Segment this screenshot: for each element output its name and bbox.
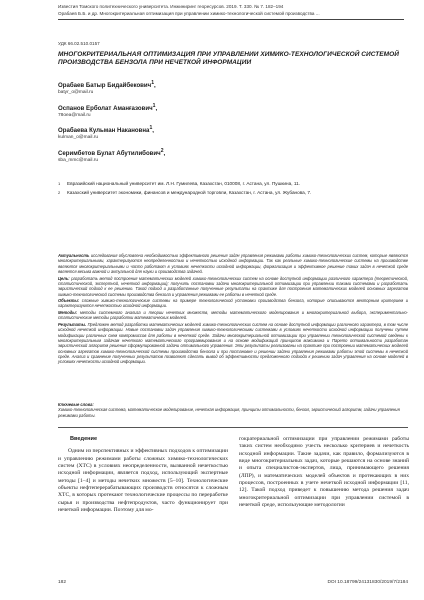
author-email[interactable]: sba_mmc@mail.ru (58, 157, 99, 163)
affiliation-1 (58, 181, 358, 188)
udc-code: УДК 66.02.510.0157 (58, 41, 100, 46)
author-2: Оспанов Ерболат Аманғазович$^1$, 78oea@mail.ru (58, 102, 358, 125)
affiliation-list (58, 181, 358, 199)
author-name: Орабаева Кульман Накановна (58, 127, 150, 135)
keywords (58, 402, 408, 418)
keywords-text: Химико-технологическая система, математическое моделирование, нечеткая информация, принципы оптимальности, бензол, эвристический алгоритм, задачи управления режимами работы. (58, 407, 400, 418)
keywords-label: Ключевые слова: (58, 402, 94, 407)
abstract-aim-label: Цель: (58, 275, 70, 281)
author-affil-marker: 1 (151, 80, 155, 86)
intro-paragraph-right: гократериальной оптимизации при управлении режимами работы таких систем необходимо учесть несколько критериев и нечеткость исходной информации. Такие задачи, как правило, формализуются в виде многокритериальных задач, которые решаются на основе знаний и опыта специалистов-экспертов, лица, принимающего решения (ЛПР), и математических моделей объектов и протекающих в них процессов, построенных в учете нечеткой исходной информации [11, 12]. Такой подход приведет к повышению метода решения задач многокритериальной оптимизации при управлении системой в нечеткой среде, использующие методологии (239, 436, 409, 509)
abstract-results-label: Результаты. (58, 321, 87, 327)
intro-right-column (239, 436, 409, 509)
abstract-aim (58, 276, 408, 297)
affiliation-2 (58, 190, 358, 197)
abstract-relevance-label: Актуальность (58, 253, 90, 258)
abstract-results-text: Предложен метод разработки математических моделей химико-технологических систем на основе доступной информации различного характера, в том числе исходной нечеткой информации. Новые постановки задач управления химико-технологическими системами в условиях нечеткости исходной информации получены путем модификации различных схем компромиссов для работы в нечеткой среде. Задачи многокритериальной оптимизации при управлении технологической системой сведены к многокритериальным задачам нечеткого математического программирования и на основе модификаций принципов максимина и Парето оптимальности разработан эвристический алгоритм решения сформулированной задачи оптимального управления. Эти результаты реализованы на практике при построении математических моделей основных агрегатов химико-технологической системы производства бензола и при постановке и решении задачи управления режимами работы этой системы в нечеткой среде. Анализ и сравнение полученных результатов позволяют сделать вывод об эффективности предложенного подхода к решению задач управления на основе моделей в условиях нечеткости исходной информации. (58, 321, 408, 365)
author-4: Серимбетов Булат Абутилибович$^2$, sba_mmc@mail.ru (58, 147, 358, 170)
author-email[interactable]: batyr_o@mail.ru (58, 90, 94, 96)
author-affil-marker: 2 (160, 147, 164, 154)
author-name: Орабаев Батыр Бидайбекович (58, 82, 152, 90)
author-name: Серимбетов Булат Абутилибович (58, 149, 161, 157)
abstract-methods (58, 310, 408, 321)
author-affil-marker: 1 (152, 102, 156, 109)
author-1: Орабаев Батыр Бидайбекович$^1$, batyr_o@mail.ru (58, 79, 358, 102)
intro-left-column (58, 436, 228, 514)
doi[interactable]: DOI 10.18799/24131830/2019/7/2184 (327, 580, 408, 585)
author-affil-marker: 1 (149, 125, 153, 131)
abstract-methods-label: Методы: (58, 310, 78, 315)
affiliation-marker: 2 (58, 189, 61, 195)
author-3: Орабаева Кульман Накановна$^1$, kulman_o@mail.ru (58, 124, 358, 147)
author-email[interactable]: kulman_o@mail.ru (58, 135, 99, 141)
affiliation-text: Евразийский национальный университет им. Л.Н. Гумилева, Казахстан, 010008, г. Астана, ул. Пушкина, 11. (67, 181, 300, 186)
abstract-objects (58, 298, 408, 309)
abstract-relevance (58, 253, 408, 274)
affiliation-text: Казахский университет экономики, финансов и международной торговли, Казахстан, г. Астана, ул. Жубанова, 7. (67, 189, 312, 195)
intro-paragraph-left: Одним из перспективных и эффективных подходов к оптимизации и управлению режимами работы сложных химико-технологических систем (ХТС) в условиях неопределенности, вызванной нечеткостью исходной информации, является подход, использующий экспертные методы [1–4] и методы нечетких множеств [5–10]. Технологические объекты нефтеперерабатывающих производств относятся к сложным ХТС, в которых протекают технологические процессы по переработке сырья и производства нефтепродуктов, часто функционирует при нечеткой информации. Поэтому для мо- (58, 448, 228, 514)
abstract-aim-text: разработать метод построения математических моделей химико-технологических систем на основе доступной информации различного характера (теоретической, статистической, экспертной, нечеткой информации); получить постановки задачи многокритериальной оптимизации при управлении такими системами и разработать эвристический подход к ее решению. Такой подход и разработанные полученные результаты на практике для построения математических моделей основных агрегатов химико-технологической системы производства бензола и управления режимами ее работы в нечеткой среде. (58, 275, 408, 297)
journal-citation: Известия Томского политехнического университета. Инжиниринг георесурсов. 2019. Т. 330. № 7. 182–194 (58, 4, 284, 9)
article-citation: Орабаев Б.Б. и др. Многокритериальная оптимизация при управлении химико-технологической системой производства ... (58, 10, 320, 16)
abstract-objects-text: сложные химико-технологические системы на примере технологической установки производства бензола, которые описываются векторным критерием и характеризуются нечеткостью исходной информации. (58, 298, 408, 309)
abstract-objects-label: Объекты: (58, 298, 80, 304)
abstract-results (58, 322, 408, 365)
running-head (58, 4, 404, 17)
affiliation-marker: 1 (58, 181, 61, 186)
author-list (58, 79, 358, 169)
article-title: МНОГОКРИТЕРИАЛЬНАЯ ОПТИМИЗАЦИЯ ПРИ УПРАВЛЕНИИ ХИМИКО-ТЕХНОЛОГИЧЕСКОЙ СИСТЕМОЙ ПРОИЗВОДСТВА БЕНЗОЛА ПРИ НЕЧЕТКОЙ ИНФОРМАЦИИ (58, 51, 399, 67)
abstract-methods-text: методы системного анализа и теории нечетких множеств, методы математического моделирования и многокритериальной выбора, экспериментально-статистические методы разработки математических моделей. (58, 310, 408, 321)
page-number: 182 (58, 580, 67, 585)
keywords-rule (58, 427, 408, 428)
abstract (58, 253, 408, 366)
author-email[interactable]: 78oea@mail.ru (58, 112, 91, 118)
intro-heading: Введение (70, 436, 98, 442)
author-name: Оспанов Ерболат Аманғазович (58, 104, 153, 112)
header-rule (58, 19, 404, 20)
abstract-relevance-text: исследования обусловлена необходимостью эффективного решения задач управления режимами работы химико-технологических систем, которые являются многокритериальными, характеризуются неопределенностью и нечеткостью исходной информации. Так как реальные химико-технологические системы на производстве являются многокритериальными и часто работают в условиях нечеткости исходной информации, формализация и эффективное решение таких задач в нечеткой среде является весьма важной и актуальной для науки и производства задачей. (58, 253, 408, 275)
